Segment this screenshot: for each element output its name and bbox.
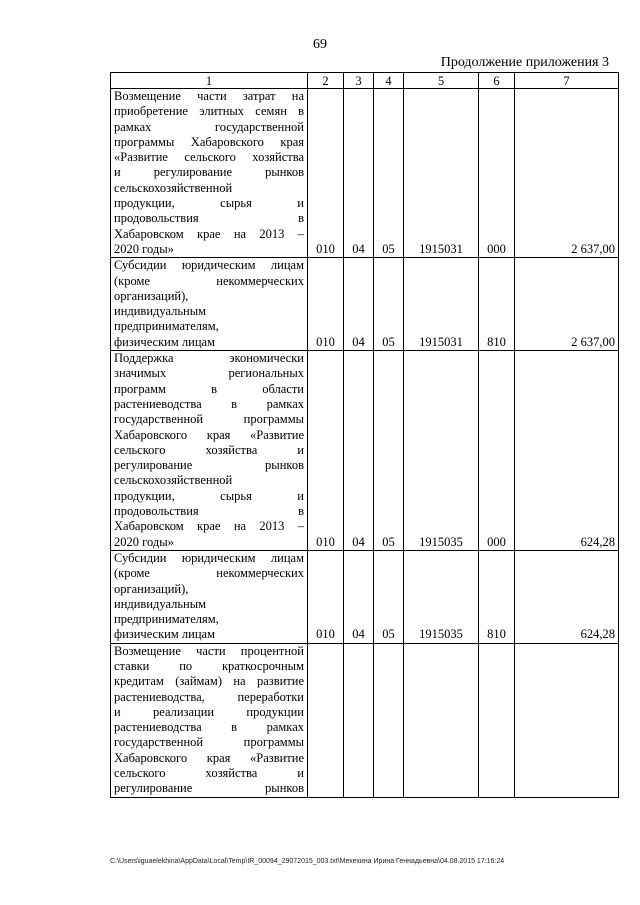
description-line: растениеводства, переработки bbox=[114, 689, 304, 704]
subsection-code-2: 05 bbox=[374, 258, 404, 351]
description-line: продовольствия в bbox=[114, 211, 304, 226]
description-line: продукции, сырья и bbox=[114, 488, 304, 503]
description-line: государственной программы bbox=[114, 412, 304, 427]
description-line: программы Хабаровского края bbox=[114, 134, 304, 149]
description-line: 2020 годы» bbox=[114, 534, 174, 549]
subsection-code-2 bbox=[374, 643, 404, 797]
column-header-7: 7 bbox=[515, 73, 619, 89]
description-line: Субсидии юридическим лицам bbox=[114, 258, 304, 273]
target-article-code: 1915035 bbox=[404, 550, 479, 643]
description-line: организаций), bbox=[114, 581, 189, 596]
column-header-4: 4 bbox=[374, 73, 404, 89]
description-line: сельского хозяйства и bbox=[114, 442, 304, 457]
description-line: физическим лицам bbox=[114, 627, 215, 642]
table-row bbox=[111, 258, 619, 351]
description-line: (кроме некоммерческих bbox=[114, 566, 304, 581]
item-description bbox=[111, 351, 308, 551]
item-description bbox=[111, 89, 308, 258]
section-code: 010 bbox=[308, 550, 344, 643]
description-line: растениеводства в рамках bbox=[114, 720, 304, 735]
description-line: Поддержка экономически bbox=[114, 351, 304, 366]
description-line: значимых региональных bbox=[114, 366, 304, 381]
expense-type-code: 810 bbox=[479, 550, 515, 643]
section-code: 010 bbox=[308, 258, 344, 351]
description-line: Хабаровского края «Развитие bbox=[114, 750, 304, 765]
description-line: Субсидии юридическим лицам bbox=[114, 550, 304, 565]
section-code: 010 bbox=[308, 351, 344, 551]
target-article-code: 1915031 bbox=[404, 258, 479, 351]
amount bbox=[515, 643, 619, 797]
expense-type-code: 810 bbox=[479, 258, 515, 351]
amount: 624,28 bbox=[515, 351, 619, 551]
expense-type-code: 000 bbox=[479, 351, 515, 551]
target-article-code bbox=[404, 643, 479, 797]
section-code bbox=[308, 643, 344, 797]
description-line: продукции, сырья и bbox=[114, 196, 304, 211]
expense-type-code: 000 bbox=[479, 89, 515, 258]
description-line: сельскохозяйственной bbox=[114, 473, 233, 488]
description-line: предпринимателям, bbox=[114, 612, 219, 627]
table-body bbox=[111, 73, 619, 798]
subsection-code: 04 bbox=[344, 258, 374, 351]
header-row bbox=[111, 73, 619, 89]
description-line: приобретение элитных семян в bbox=[114, 104, 304, 119]
description-line: Возмещение части процентной bbox=[114, 643, 304, 658]
item-description bbox=[111, 550, 308, 643]
subsection-code: 04 bbox=[344, 550, 374, 643]
description-line: и реализации продукции bbox=[114, 704, 304, 719]
description-line: индивидуальным bbox=[114, 596, 207, 611]
description-line: растениеводства в рамках bbox=[114, 396, 304, 411]
description-line: 2020 годы» bbox=[114, 241, 174, 256]
description-line: индивидуальным bbox=[114, 304, 207, 319]
table-row bbox=[111, 89, 619, 258]
target-article-code: 1915035 bbox=[404, 351, 479, 551]
description-line: Хабаровском крае на 2013 – bbox=[114, 226, 304, 241]
description-line: ставки по краткосрочным bbox=[114, 658, 304, 673]
description-line: кредитам (займам) на развитие bbox=[114, 674, 304, 689]
expense-type-code bbox=[479, 643, 515, 797]
description-line: Хабаровского края «Развитие bbox=[114, 427, 304, 442]
column-header-1: 1 bbox=[111, 73, 308, 89]
page-number: 69 bbox=[313, 37, 327, 52]
description-line: государственной программы bbox=[114, 735, 304, 750]
description-line: программ в области bbox=[114, 381, 304, 396]
description-line: предпринимателям, bbox=[114, 319, 219, 334]
description-line: «Развитие сельского хозяйства bbox=[114, 150, 304, 165]
item-description bbox=[111, 258, 308, 351]
footer-file-path: C:\Users\iguaelekhina\AppData\Local\Temp\IR_00094_29072015_003.txt\Мехехина Ирина Геннадьевна\04.08.2015 17:16:24 bbox=[110, 858, 505, 865]
description-line: регулирование рынков bbox=[114, 458, 304, 473]
column-header-5: 5 bbox=[404, 73, 479, 89]
description-line: сельскохозяйственной bbox=[114, 180, 233, 195]
subsection-code-2: 05 bbox=[374, 351, 404, 551]
table-row bbox=[111, 643, 619, 797]
description-line: (кроме некоммерческих bbox=[114, 273, 304, 288]
column-header-6: 6 bbox=[479, 73, 515, 89]
target-article-code: 1915031 bbox=[404, 89, 479, 258]
column-header-3: 3 bbox=[344, 73, 374, 89]
description-line: сельского хозяйства и bbox=[114, 766, 304, 781]
amount: 624,28 bbox=[515, 550, 619, 643]
appendix-continuation-label: Продолжение приложения 3 bbox=[440, 55, 609, 70]
subsection-code: 04 bbox=[344, 351, 374, 551]
description-line: Хабаровском крае на 2013 – bbox=[114, 519, 304, 534]
description-line: Возмещение части затрат на bbox=[114, 89, 304, 103]
description-line: физическим лицам bbox=[114, 334, 215, 349]
description-line: регулирование рынков bbox=[114, 781, 304, 796]
description-line: продовольствия в bbox=[114, 504, 304, 519]
subsection-code: 04 bbox=[344, 89, 374, 258]
item-description bbox=[111, 643, 308, 797]
subsection-code-2: 05 bbox=[374, 550, 404, 643]
amount: 2 637,00 bbox=[515, 89, 619, 258]
subsection-code-2: 05 bbox=[374, 89, 404, 258]
description-line: и регулирование рынков bbox=[114, 165, 304, 180]
section-code: 010 bbox=[308, 89, 344, 258]
budget-table bbox=[110, 72, 619, 798]
description-line: организаций), bbox=[114, 288, 189, 303]
amount: 2 637,00 bbox=[515, 258, 619, 351]
column-header-2: 2 bbox=[308, 73, 344, 89]
table-row bbox=[111, 351, 619, 551]
description-line: рамках государственной bbox=[114, 119, 304, 134]
table-row bbox=[111, 550, 619, 643]
subsection-code bbox=[344, 643, 374, 797]
